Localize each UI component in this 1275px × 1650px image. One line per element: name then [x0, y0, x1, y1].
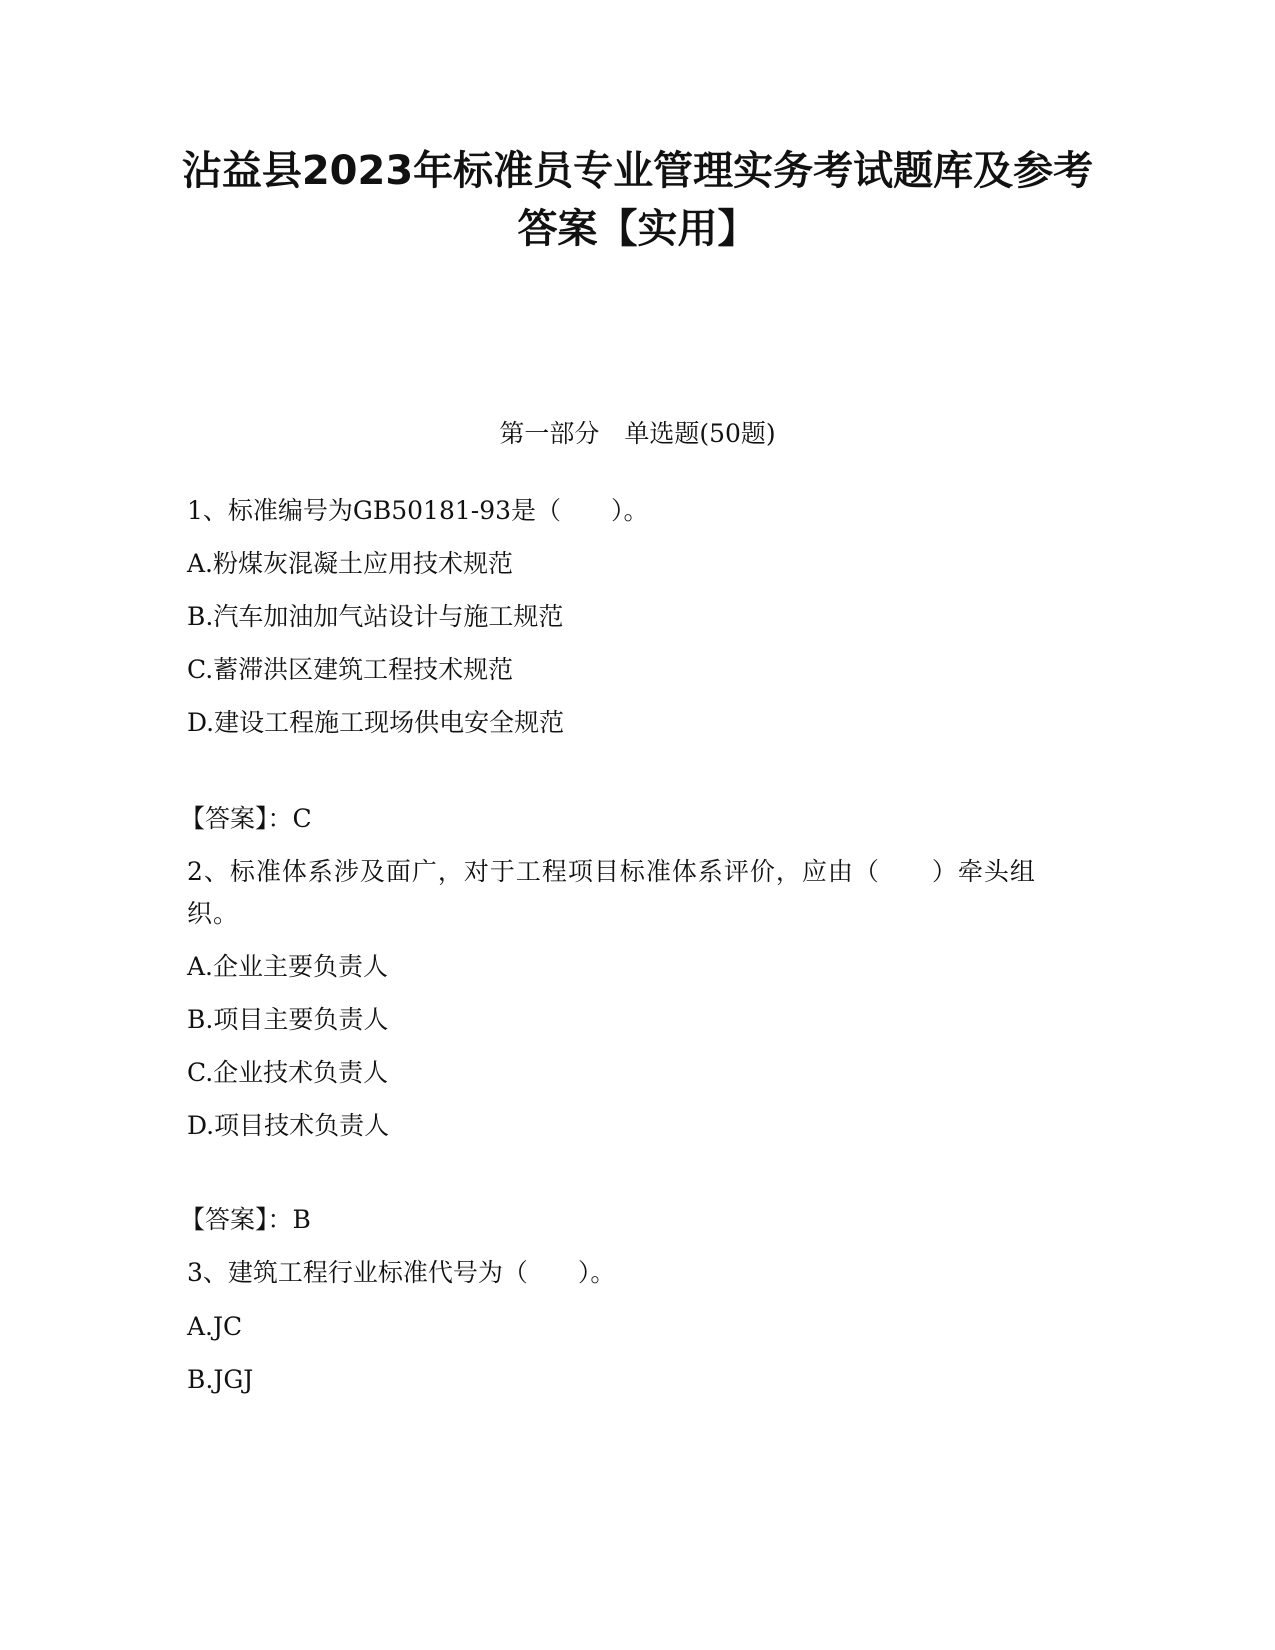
option-c: C.蓄滞洪区建筑工程技术规范 — [187, 655, 514, 684]
option-b: B.项目主要负责人 — [187, 1005, 389, 1034]
answer-line: 【答案】：C — [180, 804, 312, 833]
option-c: C.企业技术负责人 — [187, 1058, 389, 1087]
option-d: D.建设工程施工现场供电安全规范 — [187, 708, 565, 737]
option-b: B.汽车加油加气站设计与施工规范 — [187, 602, 564, 631]
document-title: 沾益县2023年标准员专业管理实务考试题库及参考答案【实用】 — [181, 148, 1094, 252]
question-stem: 2、标准体系涉及面广，对于工程项目标准体系评价，应由（ ）牵头组织。 — [187, 857, 1036, 928]
option-b: B.JGJ — [187, 1365, 254, 1394]
option-a: A.粉煤灰混凝土应用技术规范 — [187, 549, 514, 578]
option-a: A.企业主要负责人 — [187, 952, 389, 981]
option-a: A.JC — [187, 1312, 243, 1341]
option-d: D.项目技术负责人 — [187, 1111, 390, 1140]
question-stem: 1、标准编号为GB50181-93是（ ）。 — [187, 496, 649, 525]
question-stem: 3、建筑工程行业标准代号为（ ）。 — [187, 1258, 616, 1287]
section-heading: 第一部分 单选题(50题) — [499, 419, 776, 448]
answer-line: 【答案】：B — [180, 1205, 311, 1234]
